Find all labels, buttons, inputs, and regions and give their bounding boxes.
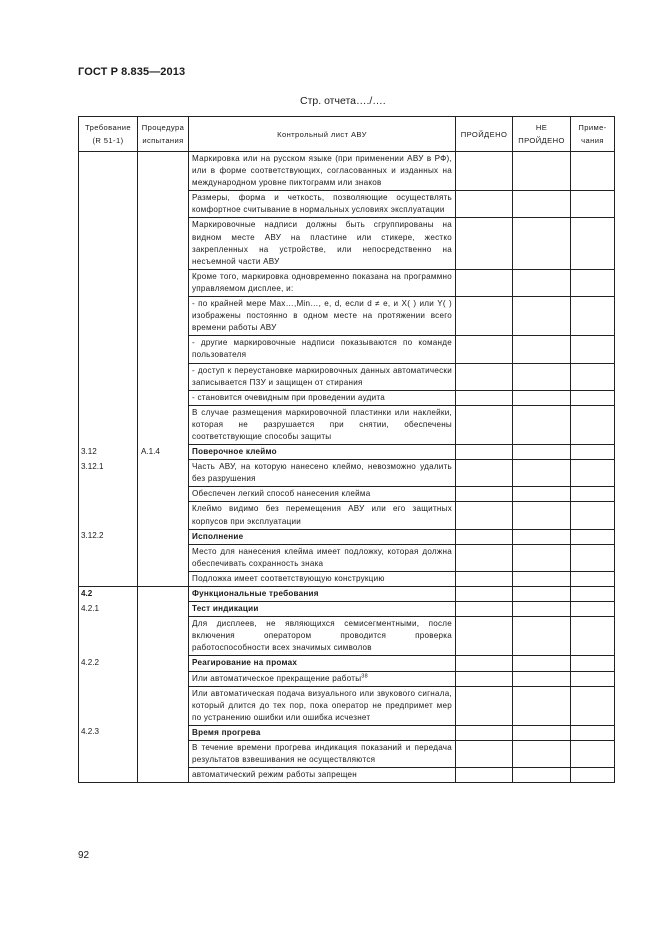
checklist-item [189,191,456,218]
requirement-cell [79,297,138,336]
not-passed-cell[interactable] [513,725,571,740]
notes-cell[interactable] [571,587,615,602]
passed-cell[interactable] [456,529,513,544]
notes-cell[interactable] [571,741,615,768]
passed-cell[interactable] [456,405,513,444]
procedure-cell [138,502,189,529]
table-row [79,297,615,336]
requirement-cell [79,571,138,586]
not-passed-cell[interactable] [513,502,571,529]
not-passed-cell[interactable] [513,617,571,656]
not-passed-cell[interactable] [513,152,571,191]
checklist-item [189,768,456,783]
requirement-cell [79,768,138,783]
not-passed-cell[interactable] [513,741,571,768]
procedure-cell [138,390,189,405]
checklist-item [189,617,456,656]
table-row [79,460,615,487]
notes-cell[interactable] [571,445,615,460]
checklist-item-text: В течение времени прогрева индикация показаний и передача результатов взвешивания не осуществляются [192,743,452,765]
notes-cell[interactable] [571,602,615,617]
checklist-item-text: Время прогрева [192,727,261,737]
col-requirement: Требование (R 51-1) [79,117,138,152]
col-notes: Приме-чания [571,117,615,152]
requirement-cell: 3.12 [79,445,138,460]
checklist-item-text: Обеспечен легкий способ нанесения клейма [192,489,371,499]
requirement-cell: 3.12.2 [79,529,138,544]
procedure-cell [138,152,189,191]
col-not-passed: НЕ ПРОЙДЕНО [513,117,571,152]
notes-cell[interactable] [571,656,615,671]
checklist-item [189,741,456,768]
checklist-item-text: - по крайней мере Max…,Min…, e, d, если d ≠ e, и X( ) или Y( ) изображены постоянно в одном месте на протяжении всего времени работы АВУ [192,299,452,333]
requirement-cell [79,502,138,529]
procedure-cell [138,269,189,296]
procedure-cell [138,405,189,444]
checklist-item [189,390,456,405]
passed-cell[interactable] [456,686,513,725]
procedure-cell [138,741,189,768]
page-number: 92 [78,850,90,861]
footnote-ref: 38 [361,672,368,679]
checklist-item [189,725,456,740]
requirement-cell [79,686,138,725]
passed-cell[interactable] [456,656,513,671]
notes-cell[interactable] [571,390,615,405]
checklist-item [189,502,456,529]
not-passed-cell[interactable] [513,445,571,460]
table-row [79,152,615,191]
col-passed: ПРОЙДЕНО [456,117,513,152]
procedure-cell [138,656,189,671]
table-row [79,725,615,740]
requirement-cell [79,191,138,218]
requirement-cell [79,617,138,656]
checklist-item [189,602,456,617]
not-passed-cell[interactable] [513,544,571,571]
not-passed-cell[interactable] [513,460,571,487]
checklist-item-text: Или автоматическая подача визуального или звукового сигнала, который длится до тех пор, пока оператор не предпримет мер по устранению ошибки или ошибка исчезнет [192,688,452,722]
notes-cell[interactable] [571,768,615,783]
checklist-item [189,445,456,460]
checklist-item [189,686,456,725]
procedure-cell [138,671,189,686]
not-passed-cell[interactable] [513,671,571,686]
requirement-cell [79,487,138,502]
requirement-cell [79,152,138,191]
table-row [79,363,615,390]
checklist-item-text: Часть АВУ, на которую нанесено клеймо, невозможно удалить без разрушения [192,462,452,484]
checklist-item [189,656,456,671]
passed-cell[interactable] [456,671,513,686]
table-row [79,544,615,571]
notes-cell[interactable] [571,363,615,390]
requirement-cell [79,390,138,405]
checklist-item [189,405,456,444]
table-row [79,671,615,686]
table-row [79,617,615,656]
notes-cell[interactable] [571,269,615,296]
requirement-cell [79,671,138,686]
requirement-cell: 3.12.1 [79,460,138,487]
checklist-item-text: В случае размещения маркировочной пластинки или наклейки, которая не разрушается при снятии, обеспечены соответствующие способы защиты [192,407,452,441]
checklist-item [189,671,456,686]
not-passed-cell[interactable] [513,487,571,502]
checklist-item [189,529,456,544]
notes-cell[interactable] [571,544,615,571]
checklist-item-text: Или автоматическое прекращение работы [192,673,362,683]
requirement-cell [79,336,138,363]
table-row [79,336,615,363]
passed-cell[interactable] [456,741,513,768]
requirement-cell [79,363,138,390]
table-row [79,487,615,502]
checklist-item-text: - становится очевидным при проведении аудита [192,392,385,402]
table-row [79,602,615,617]
procedure-cell: А.1.4 [138,445,189,460]
passed-cell[interactable] [456,502,513,529]
table-row [79,656,615,671]
notes-cell[interactable] [571,571,615,586]
not-passed-cell[interactable] [513,686,571,725]
checklist-item-text: Функциональные требования [192,589,319,598]
checklist-item [189,544,456,571]
notes-cell[interactable] [571,686,615,725]
checklist-item-text: - доступ к переустановке маркировочных данных автоматически записывается ПЗУ и защищен от стирания [192,365,452,387]
procedure-cell [138,297,189,336]
checklist-item-text: - другие маркировочные надписи показываются по команде пользователя [192,338,452,360]
table-row [79,405,615,444]
checklist-item-text: Поверочное клеймо [192,447,277,457]
notes-cell[interactable] [571,671,615,686]
procedure-cell [138,191,189,218]
checklist-item [189,587,456,602]
checklist-table [78,116,615,783]
checklist-item-text: Размеры, форма и четкость, позволяющие осуществлять комфортное считывание в нормальных условиях эксплуатации [192,193,452,215]
procedure-cell [138,544,189,571]
checklist-item-text: Место для нанесения клейма имеет подложку, которая должна обеспечивать сохранность знака [192,546,452,568]
passed-cell[interactable] [456,460,513,487]
passed-cell[interactable] [456,191,513,218]
checklist-item [189,571,456,586]
procedure-cell [138,602,189,617]
requirement-cell [79,269,138,296]
checklist-item [189,460,456,487]
passed-cell[interactable] [456,297,513,336]
not-passed-cell[interactable] [513,191,571,218]
passed-cell[interactable] [456,544,513,571]
col-checklist: Контрольный лист АВУ [189,117,456,152]
not-passed-cell[interactable] [513,390,571,405]
passed-cell[interactable] [456,571,513,586]
procedure-cell [138,686,189,725]
report-page-label: Стр. отчета…./…. [300,95,386,107]
table-row [79,218,615,269]
procedure-cell [138,617,189,656]
not-passed-cell[interactable] [513,405,571,444]
not-passed-cell[interactable] [513,529,571,544]
requirement-cell [79,405,138,444]
passed-cell[interactable] [456,768,513,783]
checklist-item-text: Кроме того, маркировка одновременно показана на программно управляемом дисплее, и: [192,271,452,293]
checklist-item [189,363,456,390]
notes-cell[interactable] [571,191,615,218]
checklist-item-text: Для дисплеев, не являющихся семисегментными, после включения оператором проводится проверка работоспособности всех значимых символов [192,619,452,653]
checklist-item-text: Реагирование на промах [192,658,298,668]
notes-cell[interactable] [571,725,615,740]
not-passed-cell[interactable] [513,602,571,617]
procedure-cell [138,487,189,502]
requirement-cell: 4.2 [79,587,138,602]
notes-cell[interactable] [571,218,615,269]
checklist-item-text: Клеймо видимо без перемещения АВУ или его защитных корпусов при эксплуатации [192,504,452,526]
checklist-body [79,152,615,783]
notes-cell[interactable] [571,152,615,191]
passed-cell[interactable] [456,363,513,390]
checklist-item-text: Маркировка или на русском языке (при применении АВУ в РФ), или в форме соответствующих, согласованных и изданных на международном уровне пиктограмм или знаков [192,154,452,188]
passed-cell[interactable] [456,487,513,502]
notes-cell[interactable] [571,405,615,444]
checklist-item-text: автоматический режим работы запрещен [192,770,357,780]
checklist-item [189,269,456,296]
checklist-item-text: Подложка имеет соответствующую конструкцию [192,573,385,583]
checklist-item-text: Исполнение [192,531,244,541]
notes-cell[interactable] [571,460,615,487]
passed-cell[interactable] [456,336,513,363]
table-row [79,768,615,783]
passed-cell[interactable] [456,587,513,602]
requirement-cell: 4.2.1 [79,602,138,617]
checklist-item [189,218,456,269]
procedure-cell [138,529,189,544]
document-header: ГОСТ Р 8.835—2013 [78,66,186,78]
notes-cell[interactable] [571,502,615,529]
passed-cell[interactable] [456,602,513,617]
not-passed-cell[interactable] [513,218,571,269]
notes-cell[interactable] [571,336,615,363]
procedure-cell [138,218,189,269]
table-row [79,686,615,725]
procedure-cell [138,336,189,363]
procedure-cell [138,363,189,390]
notes-cell[interactable] [571,529,615,544]
passed-cell[interactable] [456,152,513,191]
table-row [79,445,615,460]
procedure-cell [138,571,189,586]
not-passed-cell[interactable] [513,336,571,363]
requirement-cell [79,544,138,571]
passed-cell[interactable] [456,725,513,740]
notes-cell[interactable] [571,617,615,656]
passed-cell[interactable] [456,390,513,405]
requirement-cell: 4.2.2 [79,656,138,671]
notes-cell[interactable] [571,487,615,502]
procedure-cell [138,460,189,487]
checklist-item [189,152,456,191]
not-passed-cell[interactable] [513,363,571,390]
table-row [79,529,615,544]
checklist-item-text: Маркировочные надписи должны быть сгруппированы на видном месте АВУ на пластине или стикере, жестко закрепленных на устройстве, или непосредственно на несъемной части АВУ [192,220,452,266]
requirement-cell [79,218,138,269]
table-row [79,191,615,218]
checklist-item [189,336,456,363]
requirement-cell [79,741,138,768]
passed-cell[interactable] [456,218,513,269]
table-row [79,587,615,602]
passed-cell[interactable] [456,269,513,296]
notes-cell[interactable] [571,297,615,336]
not-passed-cell[interactable] [513,656,571,671]
checklist-item-text: Тест индикации [192,604,259,614]
table-row [79,741,615,768]
not-passed-cell[interactable] [513,269,571,296]
procedure-cell [138,725,189,740]
col-procedure: Процедура испытания [138,117,189,152]
table-row [79,502,615,529]
not-passed-cell[interactable] [513,587,571,602]
passed-cell[interactable] [456,617,513,656]
not-passed-cell[interactable] [513,297,571,336]
checklist-item [189,297,456,336]
table-row [79,390,615,405]
procedure-cell [138,587,189,602]
not-passed-cell[interactable] [513,768,571,783]
procedure-cell [138,768,189,783]
requirement-cell: 4.2.3 [79,725,138,740]
not-passed-cell[interactable] [513,571,571,586]
checklist-item [189,487,456,502]
table-row [79,269,615,296]
table-row [79,571,615,586]
passed-cell[interactable] [456,445,513,460]
